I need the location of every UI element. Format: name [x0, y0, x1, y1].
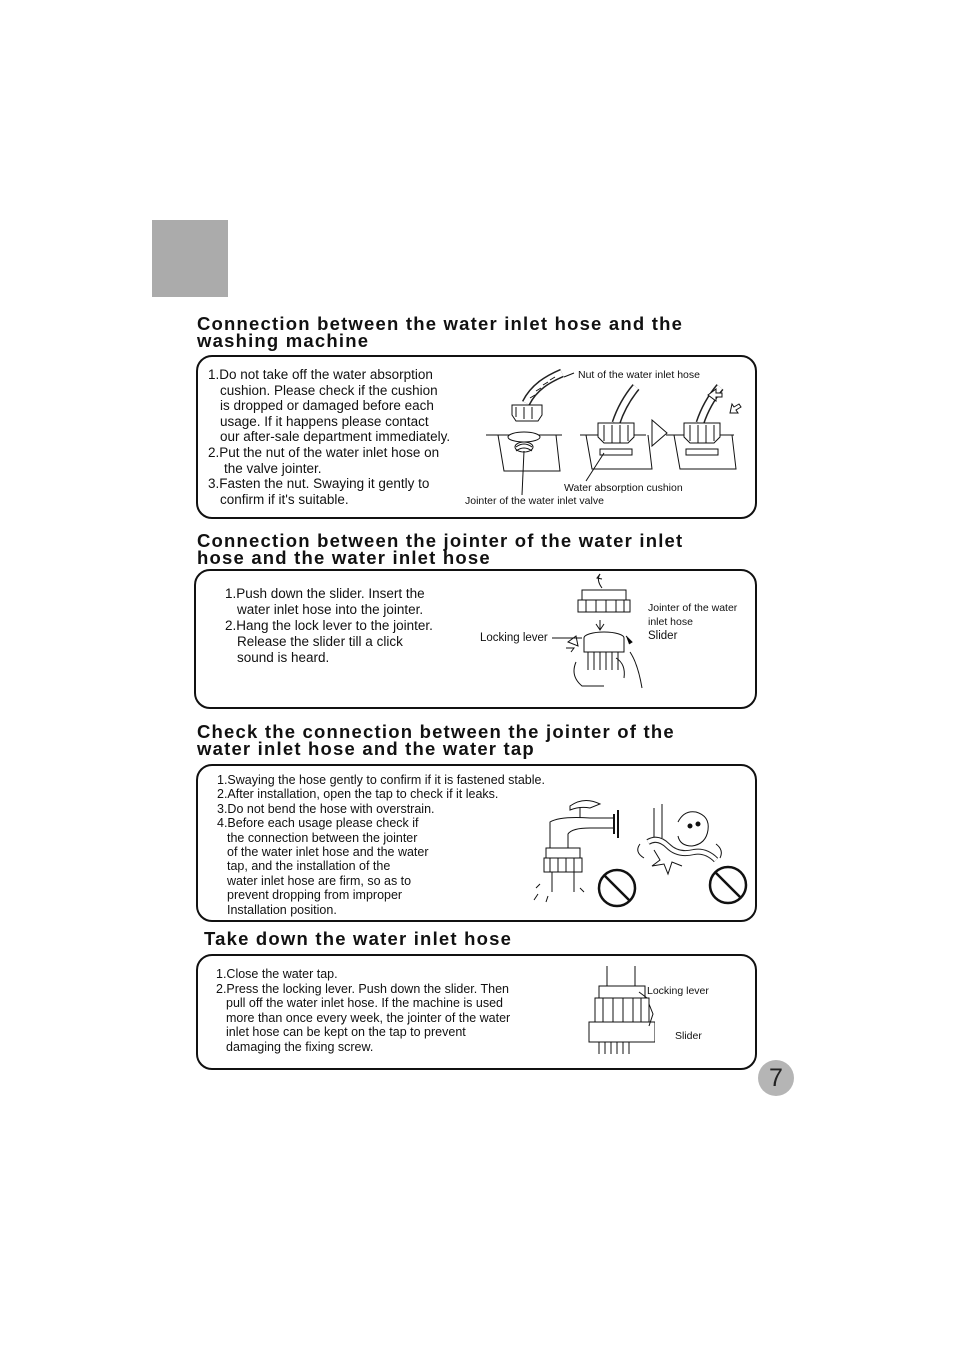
- section-1-heading: Connection between the water inlet hose and the washing machine: [197, 313, 684, 351]
- prohibited-sign-icon: [599, 870, 635, 906]
- tap-check-illustration: [530, 792, 752, 910]
- jointer-insert-illustration: [556, 572, 650, 690]
- label-slider-2: Slider: [675, 1030, 702, 1042]
- section-1-steps: 1.Do not take off the water absorption cushion. Please check if the cushion is dropped or damaged before each usage. If it happens please contact our after-sale department immediately. 2.Put the nut of the water inlet hose on the valve jointer. 3.Fasten the nut. Swaying it gently to confirm if it's suitable.: [208, 367, 451, 507]
- section-4-steps: 1.Close the water tap. 2.Press the locking lever. Push down the slider. Then pull off the water inlet hose. If the machine is used more than once every week, the jointer of the water inlet hose can be kept on the tap to prevent damaging the fixing screw.: [216, 967, 511, 1054]
- take-down-illustration: [585, 964, 655, 1056]
- section-3-steps: 1.Swaying the hose gently to confirm if it is fastened stable. 2.After installation, open the tap to check if it leaks. 3.Do not bend the hose with overstrain. 4.Before each usage please check if the connection between the jointer of the water inlet hose and the water tap, and the installation of the water inlet hose are firm, so as to prevent dropping from improper Installation position.: [217, 773, 545, 917]
- chapter-tab: [152, 220, 228, 297]
- section-2-steps: 1.Push down the slider. Insert the water inlet hose into the jointer. 2.Hang the lock lever to the jointer. Release the slider till a click sound is heard.: [225, 586, 433, 665]
- section-3-heading: Check the connection between the jointer of the water inlet hose and the water tap: [197, 721, 675, 759]
- label-jointer-inlet-hose: Jointer of the water inlet hose: [648, 602, 738, 628]
- section-4-heading: Take down the water inlet hose: [204, 928, 513, 949]
- arrow-right-icon: [652, 420, 667, 446]
- label-locking-lever: Locking lever: [480, 632, 548, 644]
- label-nut-water-inlet-hose: Nut of the water inlet hose: [578, 369, 700, 381]
- label-jointer-water-inlet-valve: Jointer of the water inlet valve: [465, 495, 604, 507]
- label-slider: Slider: [648, 630, 678, 642]
- hose-valve-illustration: [486, 365, 752, 500]
- prohibited-sign-icon: [710, 867, 746, 903]
- leader-line-locking-lever: [552, 636, 582, 640]
- label-locking-lever-2: Locking lever: [647, 985, 709, 997]
- section-2-heading: Connection between the jointer of the water inlet hose and the water inlet hose: [197, 530, 684, 568]
- label-water-absorption-cushion: Water absorption cushion: [564, 482, 683, 494]
- page-number: 7: [758, 1060, 794, 1096]
